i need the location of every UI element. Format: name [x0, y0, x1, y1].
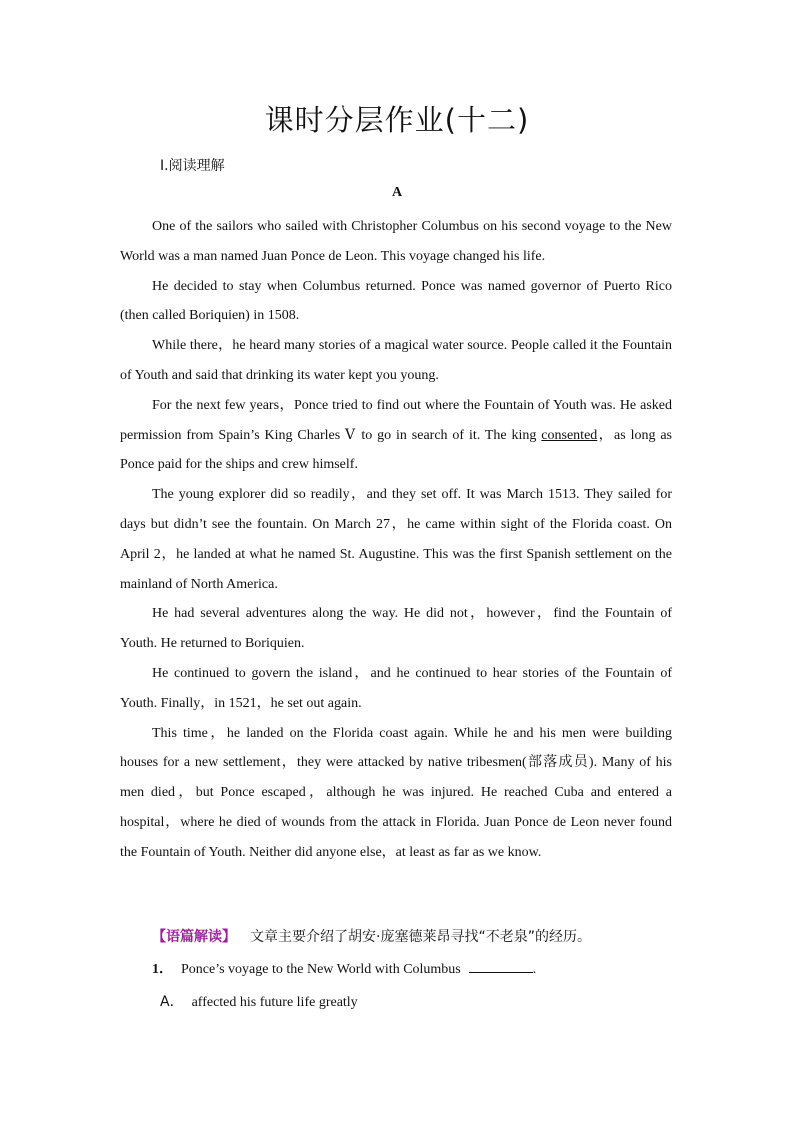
question-end: . [532, 962, 537, 977]
paragraph: One of the sailors who sailed with Christopher Columbus on his second voyage to the New World was a man named Juan Ponce de Leon. This voyage changed his life. [120, 219, 672, 264]
analysis-tag: 【语篇解读】 [152, 929, 236, 945]
paragraph-text: For the next few years，Ponce tried to find out where the Fountain of Youth was. He asked permission from Spain’s King Charles Ⅴ to go in search of it. The king [120, 397, 672, 443]
passage-body [120, 212, 672, 868]
option-a [160, 991, 358, 1011]
paragraph: The young explorer did so readily，and they set off. It was March 1513. They sailed for days but didn’t see the fountain. On March 27，he came within sight of the Florida coast. On April 2，he landed at what he named St. Augustine. This was the first Spanish settlement on the mainland of North America. [120, 487, 672, 592]
question-1 [152, 958, 536, 978]
paragraph: He had several adventures along the way. He did not，however，find the Fountain of Youth. He returned to Boriquien. [120, 606, 672, 652]
paragraph: While there，he heard many stories of a magical water source. People called it the Fountain of Youth and said that drinking its water kept you young. [120, 338, 672, 383]
paragraph-text: ，as long as Ponce paid for the ships and crew himself. [120, 427, 673, 473]
passage-label: A [391, 185, 403, 200]
section-heading: Ⅰ.阅读理解 [160, 158, 225, 174]
answer-blank [469, 960, 533, 973]
paragraph [120, 391, 672, 480]
question-number: 1． [152, 962, 173, 977]
paragraph: He continued to govern the island，and he continued to hear stories of the Fountain of Youth. Finally，in 1521，he set out again. [120, 665, 672, 711]
analysis-text: 文章主要介绍了胡安·庞塞德莱昂寻找“不老泉”的经历。 [250, 929, 591, 945]
question-stem: Ponce’s voyage to the New World with Columbus [181, 962, 461, 977]
paragraph: This time，he landed on the Florida coast again. While he and his men were building houses for a new settlement，they were attacked by native tribesmen(部落成员). Many of his men died，but Ponce escaped，although he was injured. He reached Cuba and entered a hospital，where he died of wounds from the attack in Florida. Juan Ponce de Leon never found the Fountain of Youth. Neither did anyone else，at least as far as we know. [120, 725, 672, 860]
paragraph: He decided to stay when Columbus returned. Ponce was named governor of Puerto Rico (then called Boriquien) in 1508. [120, 278, 672, 324]
underlined-word: consented [541, 427, 598, 443]
option-text: affected his future life greatly [191, 995, 358, 1010]
option-letter: A． [160, 994, 184, 1010]
passage-analysis [152, 926, 591, 946]
page-title: 课时分层作业(十二) [264, 103, 530, 137]
